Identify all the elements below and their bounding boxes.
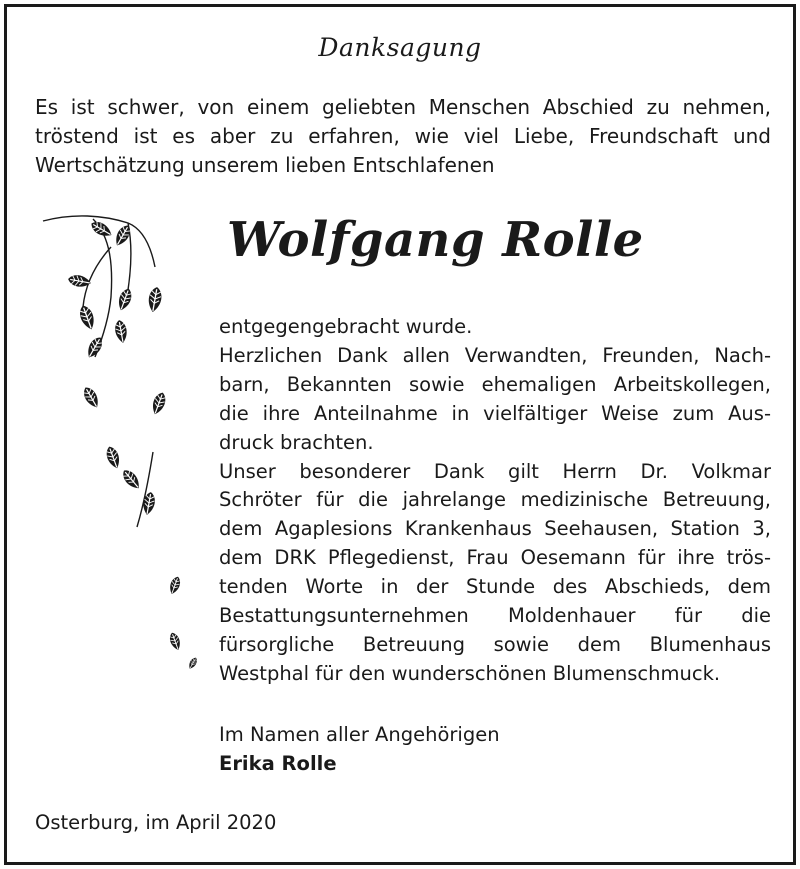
body-line: Westphal für den wunderschönen Blumenschmuck. bbox=[219, 661, 721, 685]
body-line: die ihre Anteilnahme in vielfältiger Weise zum Aus- bbox=[219, 401, 771, 425]
birch-leaves-icon bbox=[33, 207, 213, 687]
intro-line: tröstend ist es aber zu erfahren, wie viel Liebe, Freundschaft und bbox=[35, 124, 771, 148]
obituary-notice bbox=[4, 4, 796, 865]
intro-line: Wertschätzung unserem lieben Entschlafenen bbox=[35, 153, 495, 177]
thanks-paragraph bbox=[219, 313, 771, 689]
body-line: dem Agaplesions Krankenhaus Seehausen, Station 3, bbox=[219, 517, 771, 541]
body-line: Herzlichen Dank allen Verwandten, Freunden, Nach- bbox=[219, 343, 771, 367]
intro-line: Es ist schwer, von einem geliebten Menschen Abschied zu nehmen, bbox=[35, 95, 771, 119]
body-line: Schröter für die jahrelange medizinische Betreuung, bbox=[219, 488, 771, 512]
body-line: Bestattungsunternehmen Moldenhauer für die bbox=[219, 604, 771, 628]
body-line: druck brachten. bbox=[219, 430, 374, 454]
body-line: fürsorgliche Betreuung sowie dem Blumenhaus bbox=[219, 632, 771, 656]
closing-block bbox=[219, 720, 500, 778]
body-line: Unser besonderer Dank gilt Herrn Dr. Volkmar bbox=[219, 459, 771, 483]
deceased-name: Wolfgang Rolle bbox=[227, 212, 644, 268]
closing-line: Im Namen aller Angehörigen bbox=[219, 723, 500, 746]
body-line: barn, Bekannten sowie ehemaligen Arbeitskollegen, bbox=[219, 372, 771, 396]
body-line: tenden Worte in der Stunde des Abschieds, dem bbox=[219, 575, 771, 599]
body-line: entgegengebracht wurde. bbox=[219, 315, 473, 338]
place-date: Osterburg, im April 2020 bbox=[35, 811, 277, 834]
body-line: dem DRK Pflegedienst, Frau Oesemann für ihre trös- bbox=[219, 546, 771, 570]
signer-name: Erika Rolle bbox=[219, 752, 337, 775]
notice-heading: Danksagung bbox=[318, 33, 482, 62]
intro-paragraph bbox=[35, 93, 771, 180]
